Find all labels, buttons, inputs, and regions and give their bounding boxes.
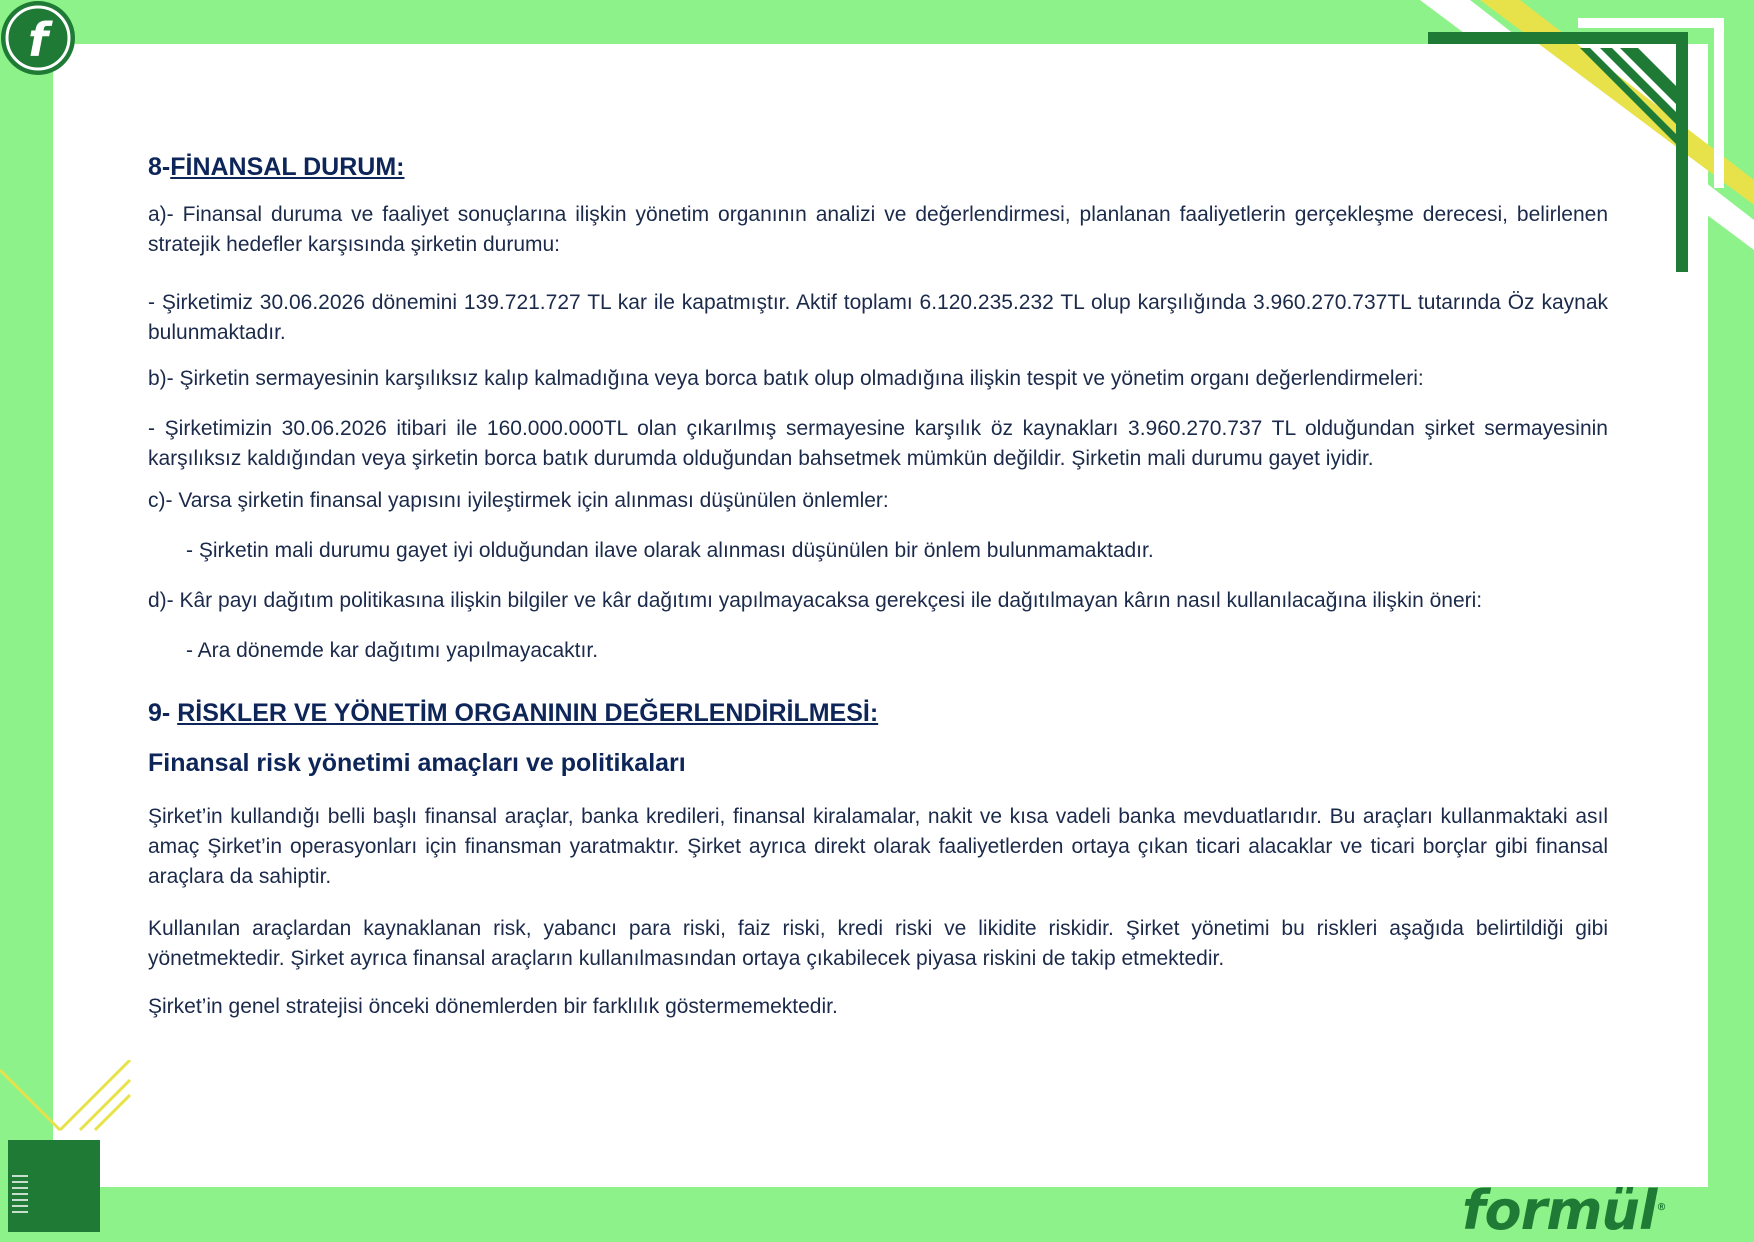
section8-heading [148,150,1608,184]
section9-paragraph-1: Şirket’in kullandığı belli başlı finansal araçlar, banka kredileri, finansal kiralamalar, nakit ve kısa vadeli banka mevduatlarıdır. Bu araçları kullanmaktaki asıl amaç Şirket’in operasyonları için finansman yaratmaktır. Şirket ayrıca direkt olarak faaliyetlerden ortaya çıkan ticari alacaklar ve ticari borçlar gibi finansal araçlara da sahiptir. [148,805,1608,888]
section9-heading-title: RİSKLER VE YÖNETİM ORGANININ DEĞERLENDİRİLMESİ: [177,699,879,727]
section9-paragraph-3: Şirket’in genel stratejisi önceki dönemlerden bir farklılık göstermemektedir. [148,995,838,1018]
section8-heading-number: 8- [148,153,171,181]
section9-paragraph-2: Kullanılan araçlardan kaynaklanan risk, yabancı para riski, faiz riski, kredi riski ve likidite riskidir. Şirket yönetimi bu riskleri aşağıda belirtildiği gibi yönetmektedir. Şirket ayrıca finansal araçların kullanılmasından ortaya çıkabilecek piyasa riskini de takip etmektedir. [148,917,1608,970]
section8-c-answer: - Şirketin mali durumu gayet iyi olduğundan ilave olarak alınması düşünülen bir önlem bulunmamaktadır. [186,539,1154,562]
corner-logo [0,0,80,80]
footer-logo-text: formül [1462,1179,1657,1242]
section9-heading [148,696,1608,730]
section8-d-question: d)- Kâr payı dağıtım politikasına ilişkin bilgiler ve kâr dağıtımı yapılmayacaksa gerekçesi ile dağıtılmayan kârın nasıl kullanılacağına ilişkin öneri: [148,589,1483,612]
section8-d-answer: - Ara dönemde kar dağıtımı yapılmayacaktır. [186,639,599,662]
section8-heading-title: FİNANSAL DURUM: [170,153,405,181]
section8-c-question: c)- Varsa şirketin finansal yapısını iyileştirmek için alınması düşünülen önlemler: [148,489,889,512]
bottom-left-decoration [0,1060,140,1241]
section8-b-answer: - Şirketimizin 30.06.2026 itibari ile 160.000.000TL olan çıkarılmış sermayesine karşılık öz kaynakları 3.960.270.737 TL olduğundan şirket sermayesinin karşılıksız kaldığından veya şirketin borca batık durumda olduğundan bahsetmek mümkün değildir. Şirketin mali durumu gayet iyidir. [148,417,1608,470]
section9-heading-number: 9- [148,699,178,727]
section8-a-answer: - Şirketimiz 30.06.2026 dönemini 139.721.727 TL kar ile kapatmıştır. Aktif toplamı 6.120.235.232 TL olup karşılığında 3.960.270.737TL tutarında Öz kaynak bulunmaktadır. [148,291,1608,344]
corner-logo-letter: f [27,13,49,67]
section9-subheading: Finansal risk yönetimi amaçları ve politikaları [148,749,686,777]
document-content [148,150,1608,1022]
section8-a-question: a)- Finansal duruma ve faaliyet sonuçlarına ilişkin yönetim organının analizi ve değerlendirmesi, planlanan faaliyetlerin gerçekleşme derecesi, belirlenen stratejik hedefler karşısında şirketin durumu: [148,203,1608,256]
registered-mark: ® [1656,1202,1666,1213]
footer-logo [1462,1178,1665,1241]
section8-b-question: b)- Şirketin sermayesinin karşılıksız kalıp kalmadığına veya borca batık olup olmadığına ilişkin tespit ve yönetim organı değerlendirmeleri: [148,367,1424,390]
